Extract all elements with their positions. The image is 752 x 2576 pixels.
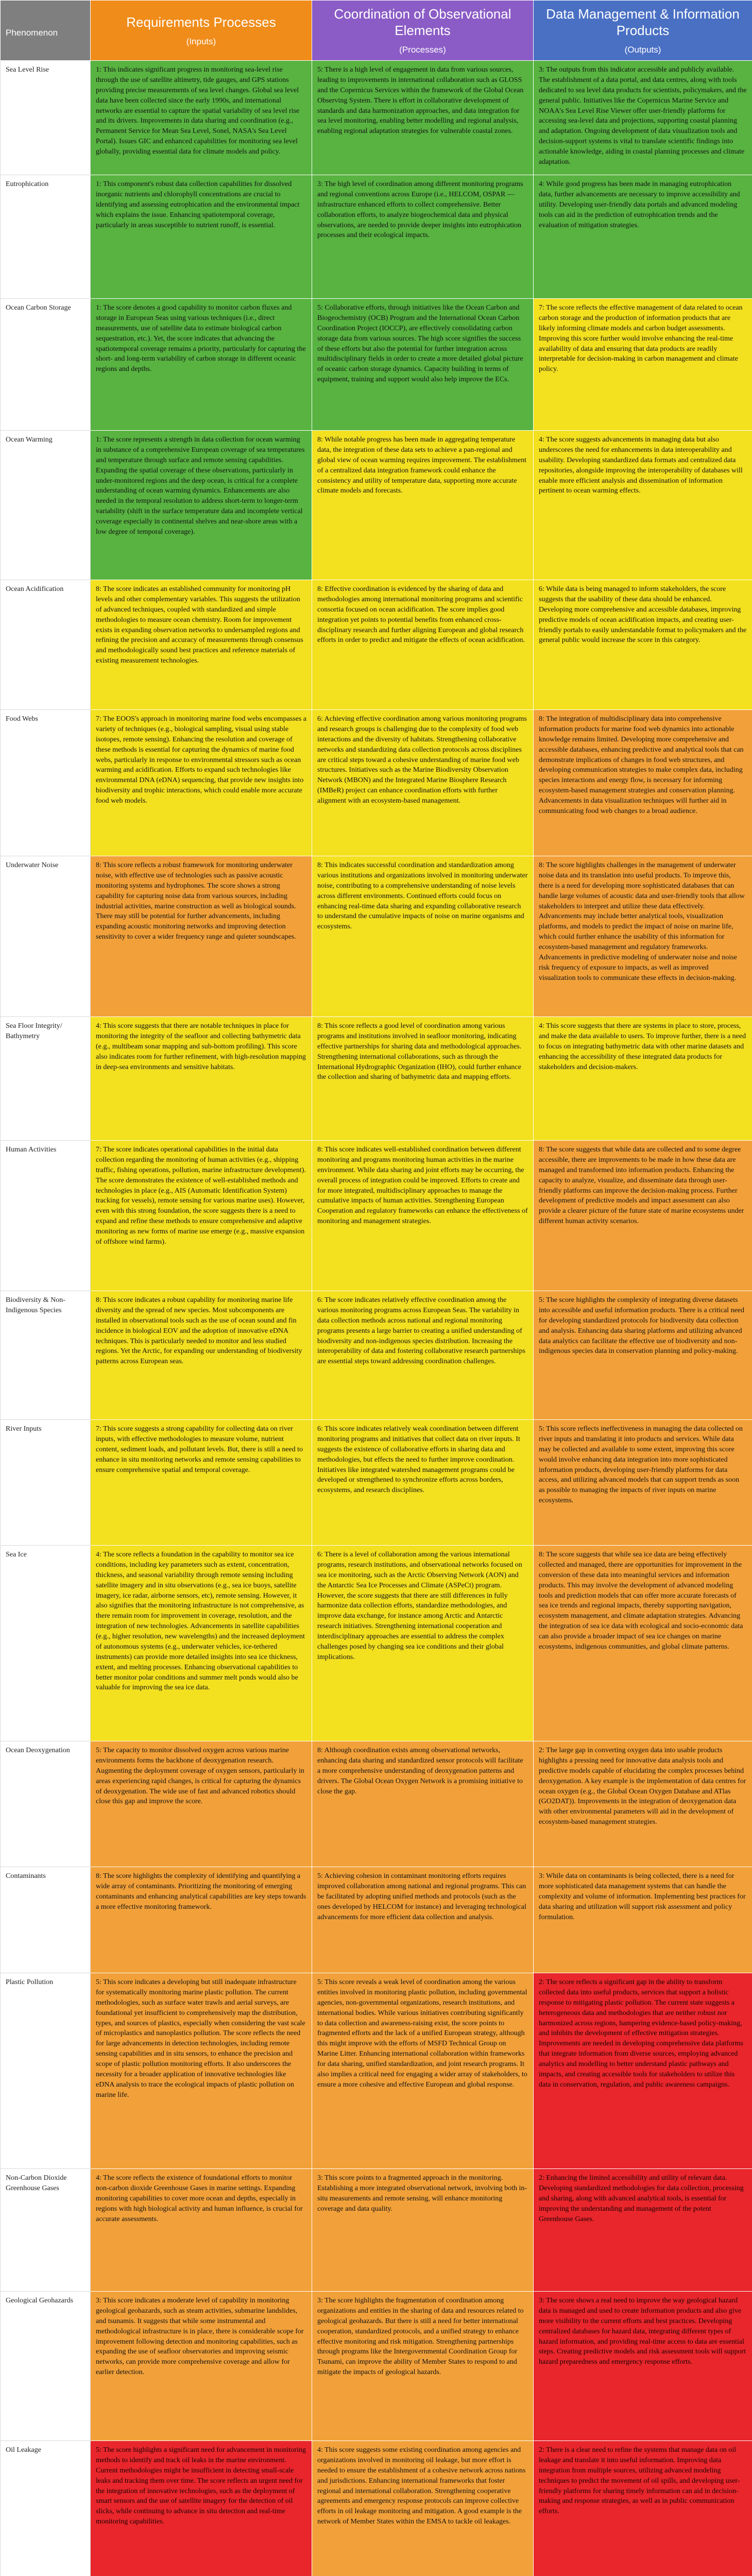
inputs-cell: 5: The capacity to monitor dissolved oxygen across various marine environments forms the backbone of deoxygenation research. Augmenting the deployment coverage of oxygen sensors, particularly in areas experiencing rapid changes, is critical for capturing the dynamics of deoxygenation. The wide use of fast and advanced robotics should close this gap and improve the score. [91, 1741, 312, 1867]
outputs-cell: 8: The score suggests that while sea ice data are being effectively collected and managed, there are opportunities for improvement in the conversion of these data into meaningful services and information products. This may involve the development of advanced modeling tools and prediction models that can offer more accurate forecasts of sea ice trends and regional impacts, thereby supporting navigation, ecosystem management, and climate adaptation strategies. Advancing the integration of sea ice data with ecological and socio-economic data can also provide a broader impact of sea ice changes on marine ecosystems, indigenous communities, and global climate patterns. [534, 1546, 752, 1741]
table-row [1, 175, 752, 299]
header-inputs-title: Requirements Processes [126, 14, 276, 30]
outputs-cell: 2: The score reflects a significant gap in the ability to transform collected data into useful products, services that support a holistic response to mitigating plastic pollution. The current state suggests a heterogeneous data and methodologies that are neither robust nor harmonized across regions, hampering evidence-based policy-making, and inhibits the development of effective mitigation strategies. Improvements are needed in developing comprehensive data platforms that integrate information from diverse sources, employing advanced analytics and modelling to better understand plastic pathways and impacts, and creating accessible tools for stakeholders to utilize this data in conservation, regulation, and public awareness campaigns. [534, 1973, 752, 2169]
header-processes-sub: (Processes) [399, 44, 446, 55]
outputs-cell: 7: The score reflects the effective management of data related to ocean carbon storage and the production of information products that are likely informing climate models and carbon budget assessments. Improving this score further would involve enhancing the real-time availability of data and ensuring that data products are readily interpretable for decision-making in carbon management and climate policy. [534, 299, 752, 431]
header-processes [312, 1, 534, 61]
header-phenomenon [1, 1, 91, 61]
table-row [1, 1546, 752, 1741]
processes-cell: 3: The score highlights the fragmentation of coordination among organizations and entities in the sharing of data and resources related to geological geohazards. But there is still a need for better international cooperation, standardized protocols, and a unified strategy to enhance effective monitoring and risk mitigation. Strengthening partnerships through programs like the Intergovernmental Coordination Group for Tsunami, can improve the ability of Member States to respond to and mitigate the impacts of geological hazards. [312, 2292, 534, 2441]
processes-cell: 8: This score reflects a good level of coordination among various programs and institutions involved in seafloor monitoring, indicating effective partnerships for sharing data and methodological approaches. Strengthening international collaborations, such as through the International Hydrographic Organization (IHO), could further enhance the collection and sharing of bathymetric data and mapping efforts. [312, 1017, 534, 1141]
table-row [1, 710, 752, 856]
header-inputs-sub: (Inputs) [186, 36, 216, 46]
table-row [1, 2441, 752, 2576]
inputs-cell: 3: This score indicates a moderate level of capability in monitoring geological geohazards, such as steam activities, submarine landslides, and tsunamis. It suggests that while some instrumental and methodological infrastructure is in place, there is considerable scope for improvement following detection and monitoring capabilities, such as expanding the use of seafloor observatories and improving seismic networks, can provide more comprehensive coverage and allow for earlier detection. [91, 2292, 312, 2441]
processes-cell: 8: While notable progress has been made in aggregating temperature data, the integration of these data sets to achieve a pan-regional and global view of ocean warming requires improvement. The establishment of a centralized data integration framework could enhance the consistency and utility of temperature data, supporting more accurate climate models and forecasts. [312, 431, 534, 580]
processes-cell: 3: The high level of coordination among different monitoring programs and regional conventions across Europe (i.e., HELCOM, OSPAR — infrastructure enhanced efforts to collect comprehensive. Better collaboration efforts, to analyze biogeochemical data and physical observations, are needed to provide deeper insights into eutrophication processes and their ecological impacts. [312, 175, 534, 299]
processes-cell: 5: There is a high level of engagement in data from various sources, leading to improvements in international collaboration such as GLOSS and the Copernicus Services within the framework of the Global Ocean Observing System. There is effort in collaborative development of standards and data harmonization approaches, and data integration for sea level monitoring, enabling better modelling and regional analysis, enabling regional adaptation strategies for vulnerable coastal zones. [312, 61, 534, 175]
table-row [1, 580, 752, 710]
outputs-cell: 4: While good progress has been made in managing eutrophication data, further advancements are necessary to improve accessibility and utility. Developing user-friendly data portals and advanced modeling tools can aid in the prediction of eutrophication trends and the evaluation of mitigation strategies. [534, 175, 752, 299]
inputs-cell: 1: The score represents a strength in data collection for ocean warming in substance of a comprehensive European coverage of sea temperatures and temperature through surface and remote sensing capabilities. Expanding the spatial coverage of these observations, particularly in under-monitored regions and the deep ocean, is critical for a complete understanding of ocean warming dynamics. Enhancements are also needed in the temporal resolution to address short-term to longer-term variability (shift in the surface temperature data and incomplete vertical coverage especially in continental shelves and near-shore areas with a low degree of temporal coverage). [91, 431, 312, 580]
processes-cell: 6: This score indicates relatively weak coordination between different monitoring programs and initiatives that collect data on river inputs. It suggests the existence of collaborative efforts in sharing data and methodologies, but effects the need to further improve coordination. Initiatives like integrated watershed management programs could be developed or strengthened to synchronize efforts across borders, ecosystems, and research disciplines. [312, 1420, 534, 1546]
header-outputs [534, 1, 752, 61]
phenomenon-cell: Sea Level Rise [1, 61, 91, 175]
header-row [1, 1, 752, 61]
inputs-cell: 8: This score indicates a robust capability for monitoring marine life diversity and the spread of new species. Most subcomponents are installed in observational tools such as the use of ocean sound and fin incidence in biological EOV and the adoption of innovative eDNA techniques. This is particularly needed to monitor and less studied regions. Yet the Arctic, for expanding our understanding of biodiversity patterns across European seas. [91, 1291, 312, 1420]
table-row [1, 1867, 752, 1973]
inputs-cell: 8: The score indicates an established community for monitoring pH levels and other complementary variables. This suggests the utilization of advanced techniques, coupled with standardized and simple methodologies to measure ocean chemistry. Room for improvement exists in expanding observation networks to undersampled regions and refining the precision and accuracy of measurements through consensus and methodologically sound best practices and reference materials of existing measurement technologies. [91, 580, 312, 710]
outputs-cell: 2: The large gap in converting oxygen data into usable products highlights a pressing need for innovative data analysis tools and predictive models capable of elucidating the complex processes behind deoxygenation. A key example is the implementation of data centres for ocean oxygen (e.g., the Global Ocean Oxygen Database and ATlas (GO2DAT)). Improvements in the integration of deoxygenation data with other environmental parameters will aid in the development of ecosystem-based management strategies. [534, 1741, 752, 1867]
phenomenon-cell: Sea Floor Integrity/ Bathymetry [1, 1017, 91, 1141]
outputs-cell: 8: The score highlights challenges in the management of underwater noise data and its translation into useful products. To improve this, there is a need for developing more sophisticated databases that can handle large volumes of acoustic data and user-friendly tools that allow stakeholders to interpret and utilize these data effectively. Advancements may include better analytical tools, visualization platforms, and models to predict the impact of noise on marine life, which could further enhance the usability of this information for ecosystem-based management and regulatory frameworks. Advancements in predictive modeling of underwater noise and noise risk frequency of exposure to impacts, as well as improved visualization tools to communicate these effects in decision-making. [534, 856, 752, 1017]
phenomenon-cell: Ocean Carbon Storage [1, 299, 91, 431]
table-row [1, 1291, 752, 1420]
header-processes-title: Coordination of Observational Elements [334, 6, 511, 39]
outputs-cell: 8: The integration of multidisciplinary data into comprehensive information products for marine food web dynamics into actionable knowledge remains limited. Developing more comprehensive and accessible databases, enhancing predictive and analytical tools that can demonstrate implications of changes in food web structures, and developing communication strategies to make complex data, including species interactions and energy flow, is necessary for informing ecosystem-based management strategies and conservation planning. Advancements in data visualization techniques will further aid in communicating food web changes to a broad audience. [534, 710, 752, 856]
phenomenon-cell: Food Webs [1, 710, 91, 856]
table-row [1, 1741, 752, 1867]
table-row [1, 856, 752, 1017]
header-outputs-title: Data Management & Information Products [546, 6, 740, 39]
processes-cell: 6: There is a level of collaboration among the various international programs, research institutions, and observational networks focused on sea ice monitoring, such as the Arctic Observing Network (AON) and the Antarctic Sea Ice Processes and Climate (ASPeCt) program. However, the score suggests that there are still differences in fully harmonize data collection efforts, standardize methodologies, and improve data exchange, for instance among Arctic and Antarctic research initiatives. Strengthening international cooperation and interdisciplinary approaches are essential to address the complex challenges posed by changing sea ice conditions and their global implications. [312, 1546, 534, 1741]
phenomenon-cell: River Inputs [1, 1420, 91, 1546]
inputs-cell: 7: This score suggests a strong capability for collecting data on river inputs, with effective methodologies to measure volume, nutrient content, sediment loads, and pollutant levels. But, there is still a need to enhance in situ monitoring networks and remote sensing capabilities to ensure comprehensive spatial and temporal coverage. [91, 1420, 312, 1546]
outputs-cell: 3: The outputs from this indicator accessible and publicly available. The establishment of a data portal, and data centres, along with tools dedicated to sea level data products for scientists, policymakers, and the general public. Initiatives like the Copernicus Marine Service and NOAA's Sea Level Rise Viewer offer user-friendly platforms for accessing sea-level data and projections, supporting coastal planning and adaptation. Ongoing development of data visualization tools and decision-support systems is vital to translate scientific findings into actionable knowledge, aiding in coastal planning processes and climate adaptation. [534, 61, 752, 175]
outputs-cell: 2: Enhancing the limited accessibility and utility of relevant data. Developing standardized methodologies for data collection, processing and sharing, along with advanced analytical tools, is essential for improving the understanding and management of the potent Greenhouse Gases. [534, 2169, 752, 2292]
phenomenon-cell: Geological Geohazards [1, 2292, 91, 2441]
processes-cell: 4: This score suggests some existing coordination among agencies and organizations involved in monitoring oil leakage, but more effort is needed to ensure the establishment of a cohesive network across nations and jurisdictions. Enhancing international frameworks that foster regional and international collaboration. Strengthening cooperative agreements and emergency response protocols can improve collective efforts in oil leakage monitoring and mitigation. A good example is the network of Member States within the EMSA to tackle oil leakages. [312, 2441, 534, 2576]
phenomenon-cell: Biodiversity & Non-Indigenous Species [1, 1291, 91, 1420]
inputs-cell: 7: The score indicates operational capabilities in the initial data collection regarding the monitoring of human activities (e.g., shipping traffic, fishing operations, pollution, marine infrastructure development). The score demonstrates the existence of well-established methods and technologies in place (e.g., AIS (Automatic Identification System) tracking for vessels), remote sensing for various marine uses). However, even with this strong foundation, the score suggests there is a need to expand and refine these methods to ensure comprehensive and adaptive monitoring as new forms of marine use emerge (e.g., massive expansion of offshore wind farms). [91, 1141, 312, 1291]
phenomenon-cell: Sea Ice [1, 1546, 91, 1741]
outputs-cell: 4: The score suggests advancements in managing data but also underscores the need for enhancements in data interoperability and usability. Developing standardized data formats and centralized data repositories, alongside improving the interoperability of databases will enable more efficient analysis and dissemination of information pertinent to ocean warming effects. [534, 431, 752, 580]
processes-cell: 8: Effective coordination is evidenced by the sharing of data and methodologies among international monitoring programs and scientific consortia focused on ocean acidification. The score implies good integration yet points to potential benefits from enhanced cross-disciplinary research and further aligning European and global research efforts in order to predict and mitigate the effects of ocean acidification. [312, 580, 534, 710]
processes-cell: 5: This score reveals a weak level of coordination among the various entities involved in monitoring plastic pollution, including governmental agencies, non-governmental organizations, research institutions, and international bodies. While various initiatives contributing significantly to data collection and awareness-raising exist, the score points to fragmented efforts and the lack of a unified European strategy, although this might improve with the efforts of MSFD Technical Group on Marine Litter. Enhancing international collaboration within frameworks for data sharing, unified standardization, and joint research programs. It also implies a critical need for engaging a wider array of stakeholders, to ensure a more cohesive and effective European and global response. [312, 1973, 534, 2169]
phenomenon-cell: Non-Carbon Dioxide Greenhouse Gases [1, 2169, 91, 2292]
table-row [1, 2169, 752, 2292]
phenomenon-cell: Ocean Deoxygenation [1, 1741, 91, 1867]
outputs-cell: 3: While data on contaminants is being collected, there is a need for more sophisticated data management systems that can handle the complexity and volume of information. Implementing best practices for data sharing and utilization will support risk assessment and policy formulation. [534, 1867, 752, 1973]
inputs-cell: 5: The score highlights a significant need for advancement in monitoring methods to identify and track oil leaks in the marine environment. Current methodologies might be insufficient in detecting small-scale leaks and tracking them over time. The score reflects an urgent need for the integration of innovative technologies, such as the deployment of smart sensors and the use of satellite imagery for the detection of oil slicks, while continuing to advance in situ detection and real-time monitoring capabilities. [91, 2441, 312, 2576]
processes-cell: 5: Collaborative efforts, through initiatives like the Ocean Carbon and Biogeochemistry (OCB) Program and the International Ocean Carbon Coordination Project (IOCCP), are effectively consolidating carbon storage data from various sources. The high score signifies the success of these efforts but also the potential for further integration across multidisciplinary fields in order to create a more detailed global picture of oceanic carbon storage dynamics. Capacity building in terms of equipment, training and support would also help improve the ECs. [312, 299, 534, 431]
outputs-cell: 8: The score suggests that while data are collected and to some degree accessible, there are improvements to be made in how these data are managed and transformed into information products. Enhancing the capacity to analyze, visualize, and disseminate data through user-friendly platforms can improve the decision-making process. Further development of predictive models and impact assessment can also provide a clearer picture of the future state of marine ecosystems under different human activity scenarios. [534, 1141, 752, 1291]
header-inputs [91, 1, 312, 61]
processes-cell: 8: This indicates successful coordination and standardization among various institutions and organizations involved in monitoring underwater noise, contributing to a comprehensive understanding of noise levels across different environments. Continued efforts could focus on enhancing real-time data sharing and expanding collaborative research to understand the cumulative impacts of noise on marine organisms and ecosystems. [312, 856, 534, 1017]
inputs-cell: 1: This component's robust data collection capabilities for dissolved inorganic nutrients and chlorophyll concentrations are crucial to identifying and assessing eutrophication and the environmental impact which explains the issue. Enhancing spatiotemporal coverage, particularly in areas susceptible to nutrient runoff, is essential. [91, 175, 312, 299]
header-phenomenon-label: Phenomenon [6, 28, 58, 38]
table-row [1, 1017, 752, 1141]
processes-cell: 6: The score indicates relatively effective coordination among the various monitoring programs across European Seas. The variability in data collection methods across national and regional monitoring programs presents a large barrier to creating a unified understanding of biodiversity and non-indigenous species distribution. Increasing the interoperability of data and fostering collaborative research partnerships are essential steps toward addressing coordination challenges. [312, 1291, 534, 1420]
phenomenon-cell: Human Activities [1, 1141, 91, 1291]
phenomenon-cell: Oil Leakage [1, 2441, 91, 2576]
table-row [1, 61, 752, 175]
inputs-cell: 8: The score highlights the complexity of identifying and quantifying a wide array of contaminants. Prioritizing the monitoring of emerging contaminants and enhancing analytical capabilities are key steps towards a more effective monitoring framework. [91, 1867, 312, 1973]
inputs-cell: 4: The score reflects a foundation in the capability to monitor sea ice conditions, including key parameters such as extent, concentration, thickness, and seasonal variability through remote sensing including satellite imagery and in situ observations (e.g., sea ice buoys, satellite imagery, ice radar, airborne sensors, etc), remote sensing. However, it also signifies that the monitoring infrastructure is not comprehensive, as there remain room for improvement in coverage, resolution, and the integration of new technologies. Advancements in satellite capabilities (e.g., higher resolution, new wavelengths) and the increased deployment of autonomous systems (e.g., underwater vehicles, ice-tethered instruments) can provide more detailed insights into sea ice thickness, extent, and melting processes. Enhancing observational capabilities to better monitor polar conditions and summer melt ponds would also be valuable for improving the sea ice data. [91, 1546, 312, 1741]
phenomenon-cell: Ocean Warming [1, 431, 91, 580]
processes-cell: 6: Achieving effective coordination among various monitoring programs and research groups is challenging due to the complexity of food web interactions and the diversity of habitats. Strengthening collaborative networks and standardizing data collection protocols across disciplines are critical steps toward a cohesive understanding of marine food web structures. Initiatives such as the Marine Biodiversity Observation Network (MBON) and the Integrated Marine Biosphere Research (IMBeR) project can enhance coordination efforts with further alignment with an ecosystem-based management. [312, 710, 534, 856]
phenomenon-cell: Ocean Acidification [1, 580, 91, 710]
processes-cell: 5: Achieving cohesion in contaminant monitoring efforts requires improved collaboration among national and regional programs. This can be facilitated by adopting unified methods and protocols (such as the ones developed by HELCOM for instance) and leveraging technological advancements for more efficient data collection and analysis. [312, 1867, 534, 1973]
table-row [1, 431, 752, 580]
processes-cell: 3: This score points to a fragmented approach in the monitoring. Establishing a more integrated observational network, involving both in-situ measurements and remote sensing, will enhance monitoring coverage and data quality. [312, 2169, 534, 2292]
outputs-cell: 5: This score reflects ineffectiveness in managing the data collected on river inputs and translating it into products and services. While data may be collected and available to some extent, improving this score would involve enhancing data integration into more sophisticated information products, developing user-friendly platforms for data access, and utilizing advanced models that can support trends as soon as possible to managing the impacts of river inputs on marine ecosystems. [534, 1420, 752, 1546]
inputs-cell: 1: This indicates significant progress in monitoring sea-level rise through the use of satellite altimetry, tide gauges, and GPS stations providing precise measurements of sea level changes. Global sea level data have been collected since the early 1990s, and international networks are essential to capture the spatial variability of sea level rise and its drivers. Improvements in data sharing and coordination (e.g., Permanent Service for Mean Sea Level, Sonel, NASA's Sea Level Portal). Issues GIC and enhanced capabilities for monitoring sea level globally, providing essential data for climate models and policy. [91, 61, 312, 175]
phenomenon-cell: Plastic Pollution [1, 1973, 91, 2169]
inputs-cell: 8: This score reflects a robust framework for monitoring underwater noise, with effective use of technologies such as passive acoustic monitoring systems and hydrophones. The score shows a strong capability for capturing noise data from various sources, including industrial activities, marine construction as well as biological sounds. There may still be potential for further advancements, including expanding acoustic monitoring networks and improving detection sensitivity to cover a wider frequency range and quieter soundscapes. [91, 856, 312, 1017]
inputs-cell: 4: The score reflects the existence of foundational efforts to monitor non-carbon dioxide Greenhouse Gases in marine settings. Expanding monitoring capabilities to cover more ocean and depths, especially in regions with high biological activity and human influence, is crucial for accurate assessments. [91, 2169, 312, 2292]
phenomenon-cell: Contaminants [1, 1867, 91, 1973]
inputs-cell: 4: This score suggests that there are notable techniques in place for monitoring the integrity of the seafloor and collecting bathymetric data (e.g., multibeam sonar mapping and sub-bottom profiling). This score also indicates room for further refinement, with high-resolution mapping in deep-sea environments and sensitive habitats. [91, 1017, 312, 1141]
processes-cell: 8: This score indicates well-established coordination between different monitoring and programs monitoring human activities in the marine environment. While data sharing and joint efforts may be occurring, the overall process of integration could be improved. Efforts to create and for more integrated, multidisciplinary approaches to manage the cumulative impacts of human activities. Strengthening European Cooperation and regulatory frameworks can enhance the effectiveness of monitoring and management strategies. [312, 1141, 534, 1291]
inputs-cell: 7: The EOOS's approach in monitoring marine food webs encompasses a variety of techniques (e.g., biological sampling, visual using stable isotopes, remote sensing). Enhancing the resolution and coverage of these methods is essential for capturing the dynamics of marine food webs, particularly in response to environmental stressors such as ocean warming and acidification. Efforts to expand such technologies like environmental DNA (eDNA) sequencing, that provide new insights into biodiversity and trophic interactions, which could enable more accurate food web models. [91, 710, 312, 856]
table-row [1, 1141, 752, 1291]
processes-cell: 8: Although coordination exists among observational networks, enhancing data sharing and standardized sensor protocols will facilitate a more comprehensive understanding of deoxygenation patterns and drivers. The Global Ocean Oxygen Network is a promising initiative to close the gap. [312, 1741, 534, 1867]
phenomenon-cell: Eutrophication [1, 175, 91, 299]
outputs-cell: 5: The score highlights the complexity of integrating diverse datasets into accessible and useful information products. There is a critical need for developing standardized protocols for biodiversity data collection and analysis. Enhancing data sharing platforms and utilizing advanced data analytics can facilitate the effective use of biodiversity and non-indigenous species data in conservation planning and policy-making. [534, 1291, 752, 1420]
outputs-cell: 2: There is a clear need to refine the systems that manage data on oil leakage and translate it into useful information. Improving data integration from multiple sources, utilizing advanced modeling techniques to predict the movement of oil spills, and developing user-friendly platforms for sharing timely information can aid in decision-making and response strategies, as well as in public communication efforts. [534, 2441, 752, 2576]
header-outputs-sub: (Outputs) [624, 44, 661, 55]
table-row [1, 1973, 752, 2169]
table-row [1, 299, 752, 431]
outputs-cell: 6: While data is being managed to inform stakeholders, the score suggests that the usability of these data should be enhanced. Developing more comprehensive and accessible databases, improving predictive models of ocean acidification impacts, and creating user-friendly portals to easily understandable format to policymakers and the general public would increase the score in this category. [534, 580, 752, 710]
outputs-cell: 4: This score suggests that there are systems in place to store, process, and make the data available to users. To improve further, there is a need to focus on integrating bathymetric data with other marine datasets and enhancing the accessibility of these integrated data products for stakeholders and decision-makers. [534, 1017, 752, 1141]
assessment-body [1, 61, 752, 2576]
phenomenon-cell: Underwater Noise [1, 856, 91, 1017]
table-row [1, 2292, 752, 2441]
inputs-cell: 5: This score indicates a developing but still inadequate infrastructure for systematically monitoring marine plastic pollution. The current methodologies, such as surface water trawls and aerial surveys, are foundational yet insufficient to comprehensively map the distribution, types, and sources of plastics, especially when considering the vast scale of microplastics and nanoplastics pollution. The score reflects the need for large advancements in detection technologies, including remote sensing capabilities and in situ sensors, to enhance the precision and scope of plastic pollution monitoring efforts. It also underscores the necessity for a broader application of innovative technologies like eDNA analysis to trace the ecological impacts of plastic pollution on marine life. [91, 1973, 312, 2169]
outputs-cell: 3: The score shows a real need to improve the way geological hazard data is managed and used to create information products and also give more visibility to the current efforts and best practices. Developing centralized databases for hazard data, integrating different types of hazard information, and providing real-time access to data are essential steps. Creating predictive models and risk assessment tools will support hazard preparedness and emergency response efforts. [534, 2292, 752, 2441]
table-row [1, 1420, 752, 1546]
inputs-cell: 1: The score denotes a good capability to monitor carbon fluxes and storage in European Seas using various techniques (i.e., direct measurements, use of satellite data to estimate biological carbon sequestration, etc.). Yet, the score indicates that advancing the spatiotemporal coverage remains a priority, particularly for capturing the short- and long-term variability of carbon storage in different oceanic regions and depths. [91, 299, 312, 431]
